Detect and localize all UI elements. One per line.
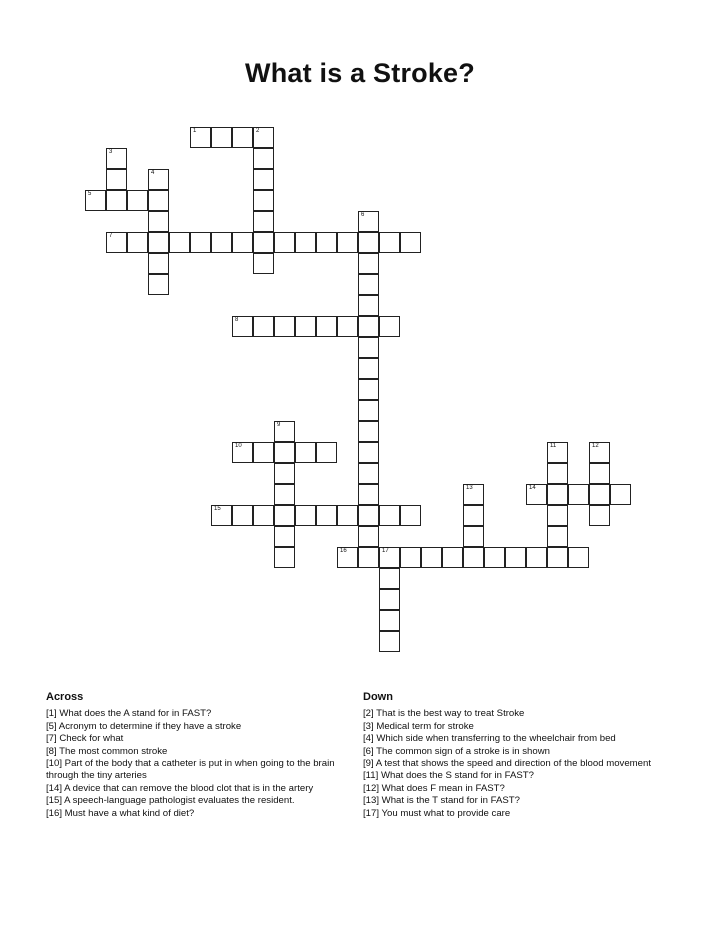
cell-number: 3: [109, 149, 113, 155]
grid-cell[interactable]: [379, 610, 400, 631]
grid-cell[interactable]: [421, 547, 442, 568]
grid-cell[interactable]: [337, 316, 358, 337]
grid-cell[interactable]: [547, 442, 568, 463]
grid-cell[interactable]: [148, 232, 169, 253]
grid-cell[interactable]: [148, 274, 169, 295]
grid-cell[interactable]: [253, 211, 274, 232]
grid-cell[interactable]: [274, 484, 295, 505]
grid-cell[interactable]: [547, 547, 568, 568]
grid-cell[interactable]: [358, 442, 379, 463]
grid-cell[interactable]: [547, 526, 568, 547]
grid-cell[interactable]: [190, 232, 211, 253]
grid-cell[interactable]: [253, 505, 274, 526]
grid-cell[interactable]: [232, 505, 253, 526]
grid-cell[interactable]: [589, 463, 610, 484]
grid-cell[interactable]: [358, 295, 379, 316]
grid-cell[interactable]: [253, 253, 274, 274]
cell-number: 15: [214, 506, 221, 512]
grid-cell[interactable]: [358, 547, 379, 568]
grid-cell[interactable]: [148, 169, 169, 190]
grid-cell[interactable]: [463, 547, 484, 568]
grid-cell[interactable]: [568, 484, 589, 505]
cell-number: 13: [466, 485, 473, 491]
grid-cell[interactable]: [358, 463, 379, 484]
grid-cell[interactable]: [379, 631, 400, 652]
grid-cell[interactable]: [232, 232, 253, 253]
across-heading: Across: [46, 691, 84, 703]
grid-cell[interactable]: [274, 526, 295, 547]
clue-down-2: [2] That is the best way to treat Stroke: [363, 708, 525, 720]
grid-cell[interactable]: [316, 232, 337, 253]
clue-across-5: [5] Acronym to determine if they have a stroke: [46, 720, 242, 732]
grid-cell[interactable]: [526, 484, 547, 505]
grid-cell[interactable]: [379, 505, 400, 526]
grid-cell[interactable]: [379, 547, 400, 568]
grid-cell[interactable]: [85, 190, 106, 211]
cell-number: 6: [361, 212, 365, 218]
grid-cell[interactable]: [358, 379, 379, 400]
clue-down-17: [17] You must what to provide care: [363, 807, 511, 819]
grid-cell[interactable]: [253, 316, 274, 337]
grid-cell[interactable]: [106, 190, 127, 211]
grid-cell[interactable]: [442, 547, 463, 568]
grid-cell[interactable]: [274, 232, 295, 253]
clue-down-4: [4] Which side when transferring to the wheelchair from bed: [363, 733, 616, 745]
grid-cell[interactable]: [295, 316, 316, 337]
grid-cell[interactable]: [295, 232, 316, 253]
grid-cell[interactable]: [106, 232, 127, 253]
grid-cell[interactable]: [358, 253, 379, 274]
grid-cell[interactable]: [358, 484, 379, 505]
grid-cell[interactable]: [547, 505, 568, 526]
cell-number: 17: [382, 548, 389, 554]
grid-cell[interactable]: [274, 316, 295, 337]
grid-cell[interactable]: [190, 127, 211, 148]
grid-cell[interactable]: [358, 274, 379, 295]
grid-cell[interactable]: [379, 316, 400, 337]
grid-cell[interactable]: [358, 421, 379, 442]
grid-cell[interactable]: [148, 190, 169, 211]
grid-cell[interactable]: [127, 190, 148, 211]
clue-across-1: [1] What does the A stand for in FAST?: [46, 708, 212, 720]
grid-cell[interactable]: [253, 148, 274, 169]
grid-cell[interactable]: [274, 463, 295, 484]
grid-cell[interactable]: [232, 316, 253, 337]
grid-cell[interactable]: [316, 505, 337, 526]
grid-cell[interactable]: [295, 442, 316, 463]
grid-cell[interactable]: [589, 442, 610, 463]
cell-number: 12: [592, 443, 599, 449]
grid-cell[interactable]: [610, 484, 631, 505]
cell-number: 11: [550, 443, 557, 449]
grid-cell[interactable]: [484, 547, 505, 568]
clue-across-16: [16] Must have a what kind of diet?: [46, 807, 195, 819]
clue-across-10: [10] Part of the body that a catheter is put in when going to the brain through the tiny arteries: [46, 758, 335, 782]
grid-cell[interactable]: [337, 232, 358, 253]
grid-cell[interactable]: [358, 358, 379, 379]
cell-number: 1: [193, 128, 197, 134]
cell-number: 2: [256, 128, 260, 134]
clue-across-14: [14] A device that can remove the blood clot that is in the artery: [46, 782, 314, 794]
grid-cell[interactable]: [169, 232, 190, 253]
clue-down-12: [12] What does F mean in FAST?: [363, 782, 505, 794]
grid-cell[interactable]: [589, 484, 610, 505]
grid-cell[interactable]: [106, 169, 127, 190]
grid-cell[interactable]: [274, 547, 295, 568]
grid-cell[interactable]: [253, 232, 274, 253]
grid-cell[interactable]: [547, 484, 568, 505]
clue-across-15: [15] A speech-language pathologist evaluates the resident.: [46, 795, 295, 807]
cell-number: 14: [529, 485, 536, 491]
grid-cell[interactable]: [316, 442, 337, 463]
grid-cell[interactable]: [253, 169, 274, 190]
cell-number: 4: [151, 170, 155, 176]
clue-down-13: [13] What is the T stand for in FAST?: [363, 795, 520, 807]
grid-cell[interactable]: [463, 484, 484, 505]
grid-cell[interactable]: [358, 400, 379, 421]
grid-cell[interactable]: [337, 547, 358, 568]
grid-cell[interactable]: [400, 505, 421, 526]
grid-cell[interactable]: [400, 547, 421, 568]
cell-number: 16: [340, 548, 347, 554]
grid-cell[interactable]: [211, 505, 232, 526]
clue-down-11: [11] What does the S stand for in FAST?: [363, 770, 535, 782]
grid-cell[interactable]: [547, 463, 568, 484]
clue-across-7: [7] Check for what: [46, 733, 124, 745]
grid-cell[interactable]: [400, 232, 421, 253]
grid-cell[interactable]: [358, 526, 379, 547]
grid-cell[interactable]: [463, 505, 484, 526]
grid-cell[interactable]: [358, 211, 379, 232]
down-heading: Down: [363, 691, 393, 703]
grid-cell[interactable]: [295, 505, 316, 526]
grid-cell[interactable]: [358, 232, 379, 253]
cell-number: 7: [109, 233, 113, 239]
grid-cell[interactable]: [379, 568, 400, 589]
grid-cell[interactable]: [568, 547, 589, 568]
cell-number: 9: [277, 422, 281, 428]
grid-cell[interactable]: [505, 547, 526, 568]
grid-cell[interactable]: [253, 190, 274, 211]
clue-down-9: [9] A test that shows the speed and direction of the blood movement: [363, 758, 651, 770]
grid-cell[interactable]: [253, 127, 274, 148]
grid-cell[interactable]: [211, 232, 232, 253]
grid-cell[interactable]: [211, 127, 232, 148]
grid-cell[interactable]: [379, 589, 400, 610]
clue-down-3: [3] Medical term for stroke: [363, 720, 474, 732]
across-clues: [46, 691, 346, 820]
grid-cell[interactable]: [232, 127, 253, 148]
cell-number: 10: [235, 443, 242, 449]
grid-cell[interactable]: [253, 442, 274, 463]
grid-cell[interactable]: [127, 232, 148, 253]
grid-cell[interactable]: [148, 211, 169, 232]
grid-cell[interactable]: [379, 232, 400, 253]
grid-cell[interactable]: [358, 505, 379, 526]
cell-number: 8: [235, 317, 239, 323]
clue-across-8: [8] The most common stroke: [46, 745, 168, 757]
grid-cell[interactable]: [337, 505, 358, 526]
grid-cell[interactable]: [526, 547, 547, 568]
cell-number: 5: [88, 191, 92, 197]
grid-cell[interactable]: [148, 253, 169, 274]
puzzle-title: What is a Stroke?: [245, 58, 475, 88]
grid-cell[interactable]: [274, 442, 295, 463]
grid-cell[interactable]: [106, 148, 127, 169]
grid-cell[interactable]: [358, 316, 379, 337]
clue-down-6: [6] The common sign of a stroke is in shown: [363, 745, 550, 757]
grid-cell[interactable]: [274, 421, 295, 442]
grid-cell[interactable]: [463, 526, 484, 547]
grid-cell[interactable]: [316, 316, 337, 337]
down-clues: [363, 691, 673, 820]
grid-cell[interactable]: [358, 337, 379, 358]
grid-cell[interactable]: [589, 505, 610, 526]
grid-cell[interactable]: [274, 505, 295, 526]
grid-cell[interactable]: [232, 442, 253, 463]
